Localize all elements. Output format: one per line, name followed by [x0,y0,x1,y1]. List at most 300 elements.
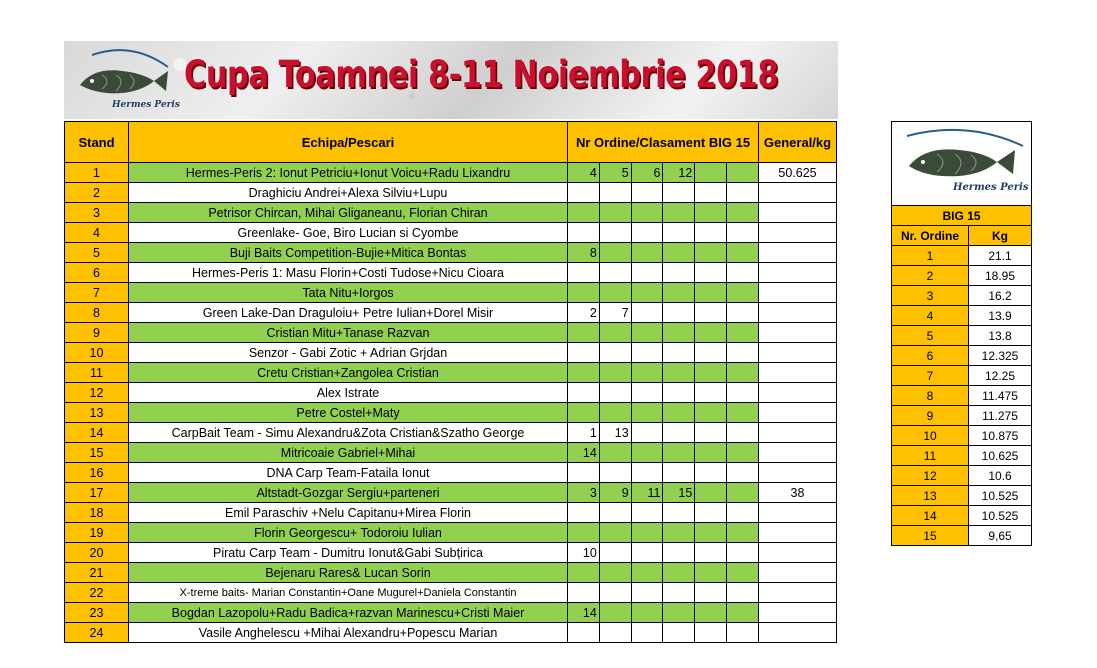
header-general: General/kg [759,122,837,163]
logo-text: Hermes Peris [112,100,180,110]
big15-kg: 10.625 [969,446,1032,466]
general-kg [759,263,837,283]
stand-number: 17 [65,483,129,503]
team-name: Cristian Mitu+Tanase Razvan [129,323,568,343]
big15-rank-cell [599,223,631,243]
table-row [65,403,837,423]
big15-rank-cell [727,363,759,383]
big15-kg: 10.525 [969,486,1032,506]
page-title: Cupa Toamnei 8-11 Noiembrie 2018 [184,53,779,96]
team-name: Alex Istrate [129,383,568,403]
stand-number: 3 [65,203,129,223]
big15-rank-cell [663,263,695,283]
big15-rank-cell [631,323,663,343]
team-name: Green Lake-Dan Draguloiu+ Petre Iulian+Dorel Misir [129,303,568,323]
big15-rank-cell: 6 [631,163,663,183]
big15-rank-cell [727,403,759,423]
big15-rank-cell [568,363,600,383]
big15-rank-cell [695,203,727,223]
big15-rank-cell [568,503,600,523]
big15-rank-cell [631,303,663,323]
big15-rank-cell [727,443,759,463]
general-kg [759,463,837,483]
big15-rank-cell [568,183,600,203]
big15-rank-cell [663,203,695,223]
team-name: Bogdan Lazopolu+Radu Badica+razvan Marinescu+Cristi Maier [129,603,568,623]
general-kg [759,523,837,543]
table-row [65,623,837,643]
big15-rank-cell [599,603,631,623]
big15-kg: 16.2 [969,286,1032,306]
big15-rank-cell [663,503,695,523]
big15-row [892,406,1032,426]
big15-rank-cell: 8 [568,243,600,263]
big15-rank-cell [663,383,695,403]
big15-rank-cell [663,323,695,343]
big15-rank-cell [727,563,759,583]
table-row [65,183,837,203]
big15-rank-cell [695,283,727,303]
big15-title: BIG 15 [892,206,1032,226]
big15-order: 6 [892,346,969,366]
big15-rank-cell [663,343,695,363]
big15-rank-cell [631,263,663,283]
stand-number: 8 [65,303,129,323]
general-kg [759,443,837,463]
big15-rank-cell [568,343,600,363]
big15-rank-cell [631,443,663,463]
general-kg [759,243,837,263]
big15-row [892,426,1032,446]
big15-rank-cell [568,563,600,583]
big15-rank-cell [727,623,759,643]
standings-table [64,121,837,643]
big15-rank-cell [568,323,600,343]
big15-rank-cell: 1 [568,423,600,443]
big15-rank-cell: 14 [568,603,600,623]
big15-rank-cell [568,623,600,643]
stand-number: 24 [65,623,129,643]
big15-kg: 10.525 [969,506,1032,526]
big15-rank-cell [727,163,759,183]
table-row [65,343,837,363]
stand-number: 18 [65,503,129,523]
table-row [65,223,837,243]
big15-order: 10 [892,426,969,446]
big15-rank-cell [599,443,631,463]
big15-rank-cell: 7 [599,303,631,323]
big15-rank-cell [695,563,727,583]
team-name: Petre Costel+Maty [129,403,568,423]
general-kg [759,283,837,303]
general-kg [759,303,837,323]
stand-number: 19 [65,523,129,543]
side-logo-text: Hermes Peris [952,182,1028,193]
big15-row [892,506,1032,526]
big15-order: 14 [892,506,969,526]
big15-order: 3 [892,286,969,306]
big15-rank-cell [599,563,631,583]
table-row [65,503,837,523]
big15-rank-cell [695,363,727,383]
general-kg [759,183,837,203]
big15-row [892,486,1032,506]
big15-order: 8 [892,386,969,406]
stand-number: 13 [65,403,129,423]
big15-rank-cell [695,343,727,363]
table-row [65,603,837,623]
general-kg [759,583,837,603]
big15-row [892,526,1032,546]
table-row [65,483,837,503]
general-kg [759,363,837,383]
big15-rank-cell: 13 [599,423,631,443]
big15-rank-cell [695,183,727,203]
big15-rank-cell: 9 [599,483,631,503]
big15-rank-cell [631,403,663,423]
big15-rank-cell [727,183,759,203]
stand-number: 16 [65,463,129,483]
big15-order: 13 [892,486,969,506]
big15-rank-cell [695,483,727,503]
team-name: Altstadt-Gozgar Sergiu+parteneri [129,483,568,503]
big15-rank-cell: 2 [568,303,600,323]
big15-rank-cell [727,263,759,283]
big15-rank-cell [727,323,759,343]
big15-rank-cell [695,323,727,343]
table-row [65,463,837,483]
big15-kg: 18.95 [969,266,1032,286]
table-row [65,283,837,303]
big15-rank-cell: 10 [568,543,600,563]
table-row [65,323,837,343]
stand-number: 20 [65,543,129,563]
big15-rank-cell [599,463,631,483]
big15-rank-cell [727,243,759,263]
big15-rank-cell [631,583,663,603]
big15-rank-cell [663,443,695,463]
big15-row [892,346,1032,366]
header-team: Echipa/Pescari [129,122,568,163]
team-name: Florin Georgescu+ Todoroiu Iulian [129,523,568,543]
big15-rank-cell [568,283,600,303]
big15-order: 11 [892,446,969,466]
big15-kg: 11.275 [969,406,1032,426]
table-row [65,363,837,383]
team-name: CarpBait Team - Simu Alexandru&Zota Cristian&Szatho George [129,423,568,443]
big15-rank-cell [695,303,727,323]
big15-rank-cell [631,463,663,483]
general-kg [759,323,837,343]
header-stand: Stand [65,122,129,163]
big15-rank-cell [663,463,695,483]
big15-rank-cell [663,563,695,583]
big15-kg: 10.6 [969,466,1032,486]
table-row [65,423,837,443]
big15-rank-cell: 11 [631,483,663,503]
hermes-peris-fish-logo-icon [72,47,180,113]
big15-rank-cell [727,523,759,543]
big15-rank-cell [631,243,663,263]
table-row [65,443,837,463]
big15-rank-cell [631,363,663,383]
big15-order: 7 [892,366,969,386]
big15-rank-cell [663,523,695,543]
big15-rank-cell [727,383,759,403]
team-name: Hermes-Peris 2: Ionut Petriciu+Ionut Voicu+Radu Lixandru [129,163,568,183]
big15-rank-cell [663,183,695,203]
stand-number: 10 [65,343,129,363]
big15-rank-cell [695,163,727,183]
table-row [65,383,837,403]
banner [64,41,838,119]
general-kg [759,223,837,243]
hermes-peris-fish-logo-icon [897,124,1027,200]
big15-kg: 11.475 [969,386,1032,406]
general-kg: 38 [759,483,837,503]
team-name: Piratu Carp Team - Dumitru Ionut&Gabi Subțirica [129,543,568,563]
big15-rank-cell [599,503,631,523]
big15-rank-cell [631,383,663,403]
big15-row [892,266,1032,286]
big15-rank-cell [631,283,663,303]
big15-order: 12 [892,466,969,486]
big15-rank-cell [631,343,663,363]
big15-rank-cell [663,583,695,603]
big15-order: 9 [892,406,969,426]
big15-rank-cell [568,403,600,423]
table-header-row [65,122,837,163]
general-kg [759,343,837,363]
big15-rank-cell [663,303,695,323]
big15-rank-cell [727,603,759,623]
team-name: Bejenaru Rares& Lucan Sorin [129,563,568,583]
big15-rank-cell [727,203,759,223]
big15-order: 4 [892,306,969,326]
big15-rank-cell [599,203,631,223]
big15-rank-cell [599,523,631,543]
stand-number: 22 [65,583,129,603]
big15-order: 1 [892,246,969,266]
general-kg [759,503,837,523]
big15-rank-cell: 3 [568,483,600,503]
team-name: Hermes-Peris 1: Masu Florin+Costi Tudose+Nicu Cioara [129,263,568,283]
big15-rank-cell [695,443,727,463]
table-row [65,563,837,583]
table-row [65,543,837,563]
big15-row [892,366,1032,386]
team-name: Emil Paraschiv +Nelu Capitanu+Mirea Florin [129,503,568,523]
big15-table [891,121,1032,546]
big15-rank-cell [727,423,759,443]
big15-row [892,386,1032,406]
big15-rank-cell [599,263,631,283]
general-kg [759,423,837,443]
big15-rank-cell [631,523,663,543]
big15-rank-cell [599,363,631,383]
table-row [65,203,837,223]
table-row [65,243,837,263]
big15-rank-cell [599,243,631,263]
big15-rank-cell [599,403,631,423]
big15-rank-cell [631,183,663,203]
general-kg [759,563,837,583]
big15-rank-cell: 15 [663,483,695,503]
big15-rank-cell [695,623,727,643]
big15-rank-cell [568,463,600,483]
table-row [65,263,837,283]
big15-kg: 13.9 [969,306,1032,326]
team-name: X-treme baits- Marian Constantin+Oane Mugurel+Daniela Constantin [129,583,568,603]
big15-kg: 9,65 [969,526,1032,546]
big15-rank-cell [663,283,695,303]
big15-rank-cell [631,423,663,443]
big15-rank-cell [695,583,727,603]
big15-rank-cell [599,183,631,203]
big15-rank-cell [727,503,759,523]
big15-rank-cell [631,503,663,523]
big15-row [892,246,1032,266]
big15-rank-cell [727,283,759,303]
stand-number: 23 [65,603,129,623]
big15-rank-cell [568,203,600,223]
stand-number: 5 [65,243,129,263]
side-logo-cell [892,122,1032,206]
big15-kg: 10.875 [969,426,1032,446]
stand-number: 15 [65,443,129,463]
big15-row [892,466,1032,486]
table-row [65,523,837,543]
team-name: Senzor - Gabi Zotic + Adrian Grjdan [129,343,568,363]
big15-rank-cell [599,343,631,363]
stand-number: 9 [65,323,129,343]
general-kg [759,603,837,623]
big15-rank-cell [663,603,695,623]
general-kg [759,403,837,423]
big15-rank-cell [599,383,631,403]
big15-rank-cell [631,203,663,223]
big15-rank-cell [695,523,727,543]
big15-rank-cell [695,423,727,443]
team-name: Draghiciu Andrei+Alexa Silviu+Lupu [129,183,568,203]
general-kg [759,543,837,563]
big15-rank-cell [663,423,695,443]
standings-body [65,163,837,643]
team-name: Cretu Cristian+Zangolea Cristian [129,363,568,383]
big15-rank-cell [727,223,759,243]
stand-number: 11 [65,363,129,383]
big15-row [892,286,1032,306]
big15-rank-cell [631,543,663,563]
big15-kg: 12.325 [969,346,1032,366]
stand-number: 6 [65,263,129,283]
big15-rank-cell [568,523,600,543]
table-row [65,163,837,183]
general-kg [759,203,837,223]
big15-rank-cell: 14 [568,443,600,463]
general-kg: 50.625 [759,163,837,183]
big15-rank-cell [727,483,759,503]
general-kg [759,383,837,403]
stand-number: 7 [65,283,129,303]
big15-rank-cell [599,283,631,303]
big15-col-kg: Kg [969,226,1032,246]
big15-rank-cell [599,583,631,603]
big15-rank-cell [663,543,695,563]
header-big15: Nr Ordine/Clasament BIG 15 [568,122,759,163]
big15-order: 15 [892,526,969,546]
big15-rank-cell [568,383,600,403]
big15-rank-cell [568,583,600,603]
big15-order: 2 [892,266,969,286]
big15-rank-cell [695,503,727,523]
big15-rank-cell [695,543,727,563]
stand-number: 21 [65,563,129,583]
big15-rank-cell [663,363,695,383]
big15-rank-cell [663,243,695,263]
big15-rank-cell [695,403,727,423]
big15-order: 5 [892,326,969,346]
big15-col-nr: Nr. Ordine [892,226,969,246]
big15-body [892,122,1032,546]
big15-rank-cell [695,463,727,483]
big15-rank-cell: 12 [663,163,695,183]
table-row [65,303,837,323]
general-kg [759,623,837,643]
team-name: DNA Carp Team-Fataila Ionut [129,463,568,483]
team-name: Tata Nitu+Iorgos [129,283,568,303]
big15-rank-cell [727,583,759,603]
big15-rank-cell [695,383,727,403]
team-name: Vasile Anghelescu +Mihai Alexandru+Popescu Marian [129,623,568,643]
team-name: Buji Baits Competition-Bujie+Mitica Bontas [129,243,568,263]
big15-rank-cell [695,243,727,263]
big15-rank-cell [727,543,759,563]
big15-row [892,306,1032,326]
big15-rank-cell [727,303,759,323]
big15-rank-cell [727,343,759,363]
team-name: Petrisor Chircan, Mihai Gliganeanu, Florian Chiran [129,203,568,223]
big15-rank-cell [663,223,695,243]
big15-rank-cell [568,223,600,243]
stand-number: 14 [65,423,129,443]
stand-number: 2 [65,183,129,203]
team-name: Greenlake- Goe, Biro Lucian si Cyombe [129,223,568,243]
big15-rank-cell [599,623,631,643]
big15-rank-cell [631,563,663,583]
big15-rank-cell [695,603,727,623]
big15-rank-cell [695,263,727,283]
big15-kg: 21.1 [969,246,1032,266]
big15-rank-cell [631,623,663,643]
big15-rank-cell [599,323,631,343]
big15-rank-cell [695,223,727,243]
team-name: Mitricoaie Gabriel+Mihai [129,443,568,463]
big15-rank-cell [599,543,631,563]
big15-rank-cell: 4 [568,163,600,183]
big15-kg: 13.8 [969,326,1032,346]
big15-rank-cell [663,403,695,423]
stand-number: 4 [65,223,129,243]
stand-number: 12 [65,383,129,403]
big15-rank-cell [663,623,695,643]
big15-rank-cell [631,603,663,623]
stand-number: 1 [65,163,129,183]
big15-row [892,446,1032,466]
big15-row [892,326,1032,346]
big15-rank-cell [727,463,759,483]
big15-rank-cell [631,223,663,243]
